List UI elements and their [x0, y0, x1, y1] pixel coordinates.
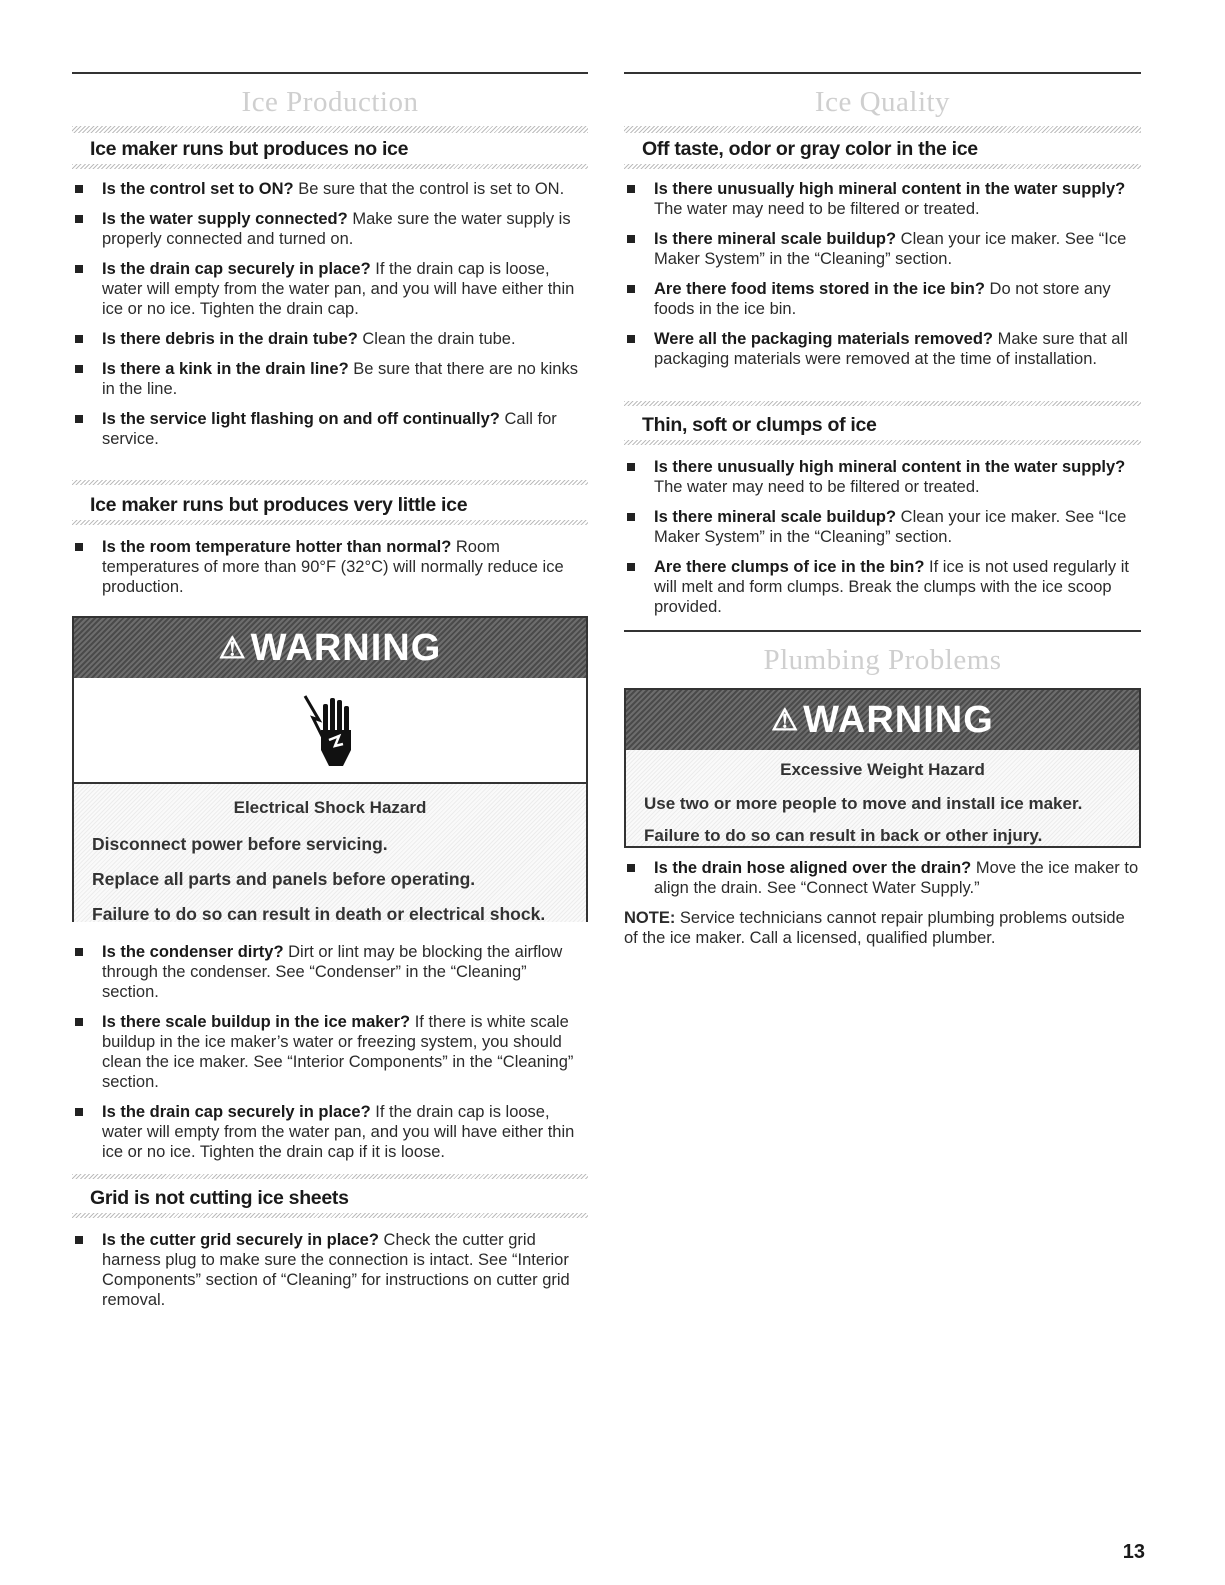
- warning-text-area: [626, 750, 1139, 846]
- hatch-divider: [624, 401, 1141, 406]
- plumbing-note: NOTE: Service technicians cannot repair plumbing problems outside of the ice maker. Call a licensed, qualified plumber.: [624, 909, 1125, 947]
- warning-line: Failure to do so can result in death or electrical shock.: [92, 904, 546, 924]
- hatch-divider: [624, 440, 1141, 445]
- list-item: Is the drain cap securely in place? If the drain cap is loose, water will empty from the water pan, and you will have either thin ice or no ice. Tighten the drain cap if it is loose.: [72, 1102, 588, 1162]
- list-item: Is the drain cap securely in place? If the drain cap is loose, water will empty from the water pan, and you will have either thin ice or no ice. Tighten the drain cap.: [72, 259, 588, 319]
- section-title-plumbing: Plumbing Problems: [763, 644, 1002, 676]
- list-item: Is the cutter grid securely in place? Check the cutter grid harness plug to make sure the connection is intact. See “Interior Components” section of “Cleaning” for instructions on cutter grid removal.: [72, 1230, 588, 1310]
- hatch-divider: [624, 164, 1141, 169]
- hatch-divider: [72, 520, 588, 525]
- subhead-no-ice: Ice maker runs but produces no ice: [90, 138, 409, 160]
- warning-triangle-icon: ⚠: [218, 631, 247, 665]
- warning-box-weight: [624, 688, 1141, 848]
- hatch-divider: [72, 480, 588, 485]
- list-off-taste: [624, 179, 1141, 379]
- list-item: Is the service light flashing on and off continually? Call for service.: [72, 409, 588, 449]
- electrical-shock-icon: [299, 690, 361, 770]
- list-item: Is the water supply connected? Make sure the water supply is properly connected and turned on.: [72, 209, 588, 249]
- subhead-grid: Grid is not cutting ice sheets: [90, 1187, 349, 1209]
- list-item: Is the room temperature hotter than normal? Room temperatures of more than 90°F (32°C) will normally reduce ice production.: [72, 537, 588, 597]
- list-no-ice: [72, 179, 588, 459]
- list-grid: [72, 1230, 588, 1320]
- list-thin-soft: [624, 457, 1141, 627]
- warning-banner: ⚠ WARNING: [74, 618, 586, 678]
- list-item: Is there unusually high mineral content in the water supply? The water may need to be filtered or treated.: [624, 457, 1141, 497]
- hazard-title: Excessive Weight Hazard: [780, 760, 985, 779]
- hatch-divider: [624, 126, 1141, 133]
- subhead-off-taste: Off taste, odor or gray color in the ice: [642, 138, 978, 160]
- warning-triangle-icon: ⚠: [771, 703, 800, 737]
- section-rule: [624, 630, 1141, 632]
- list-item: Is there debris in the drain tube? Clean the drain tube.: [72, 329, 588, 349]
- list-item: Are there food items stored in the ice bin? Do not store any foods in the ice bin.: [624, 279, 1141, 319]
- list-item: Is there mineral scale buildup? Clean your ice maker. See “Ice Maker System” in the “Cleaning” section.: [624, 229, 1141, 269]
- hazard-title: Electrical Shock Hazard: [233, 798, 427, 817]
- warning-line: Disconnect power before servicing.: [92, 834, 388, 854]
- list-item: Is the condenser dirty? Dirt or lint may be blocking the airflow through the condenser. See “Condenser” in the “Cleaning” section.: [72, 942, 588, 1002]
- list-item: Are there clumps of ice in the bin? If ice is not used regularly it will melt and form clumps. Break the clumps with the ice scoop provided.: [624, 557, 1141, 617]
- warning-line: Failure to do so can result in back or other injury.: [644, 826, 1043, 845]
- list-item: Is there a kink in the drain line? Be sure that there are no kinks in the line.: [72, 359, 588, 399]
- subhead-thin-soft: Thin, soft or clumps of ice: [642, 414, 877, 436]
- warning-banner: ⚠ WARNING: [626, 690, 1139, 750]
- list-item: Is there unusually high mineral content in the water supply? The water may need to be filtered or treated.: [624, 179, 1141, 219]
- section-rule: [624, 72, 1141, 74]
- subhead-little-ice: Ice maker runs but produces very little ice: [90, 494, 468, 516]
- hatch-divider: [72, 1213, 588, 1218]
- page-number: 13: [1122, 1541, 1145, 1563]
- list-plumbing: [624, 858, 1141, 908]
- section-title-ice-production: Ice Production: [241, 86, 419, 118]
- shock-pictogram: [74, 678, 586, 784]
- list-item: Were all the packaging materials removed? Make sure that all packaging materials were removed at the time of installation.: [624, 329, 1141, 369]
- warning-line: Replace all parts and panels before operating.: [92, 869, 476, 889]
- section-title-ice-quality: Ice Quality: [814, 86, 951, 118]
- hatch-divider: [72, 1174, 588, 1179]
- hatch-divider: [72, 126, 588, 133]
- list-item: Is there mineral scale buildup? Clean your ice maker. See “Ice Maker System” in the “Cleaning” section.: [624, 507, 1141, 547]
- hatch-divider: [72, 164, 588, 169]
- list-item: Is the control set to ON? Be sure that the control is set to ON.: [72, 179, 588, 199]
- list-little-ice-continued: [72, 942, 588, 1172]
- list-little-ice: [72, 537, 588, 607]
- warning-text-area: [74, 784, 586, 922]
- warning-line: Use two or more people to move and install ice maker.: [644, 794, 1083, 813]
- section-rule: [72, 72, 588, 74]
- list-item: Is the drain hose aligned over the drain? Move the ice maker to align the drain. See “Connect Water Supply.”: [624, 858, 1141, 898]
- list-item: Is there scale buildup in the ice maker? If there is white scale buildup in the ice maker’s water or freezing system, you should clean the ice maker. See “Interior Components” in the “Cleaning” section.: [72, 1012, 588, 1092]
- warning-box-electrical: [72, 616, 588, 922]
